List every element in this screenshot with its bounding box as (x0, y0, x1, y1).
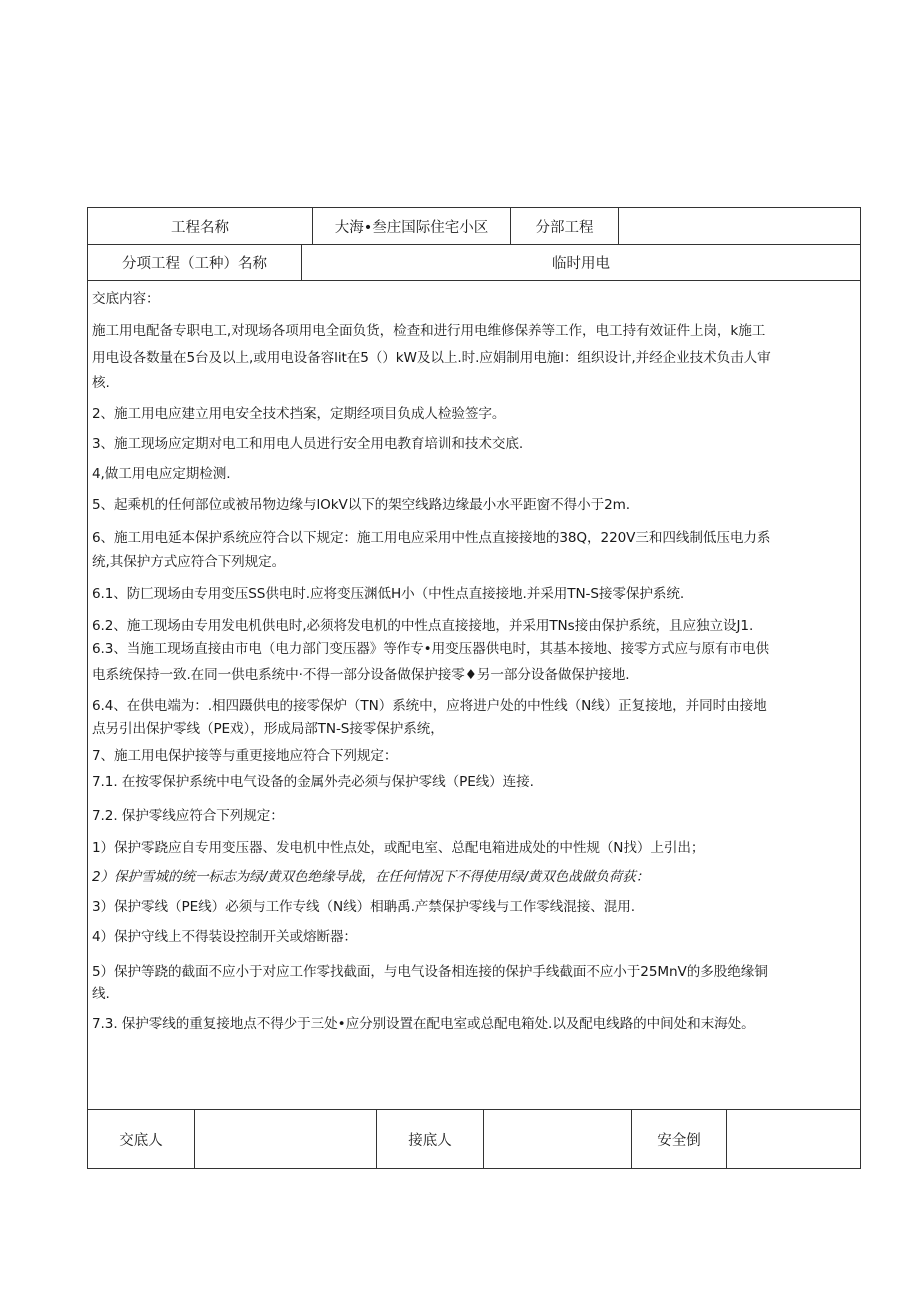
content-line: 用电设各数量在5台及以上,或用电设备容lit在5（）kW及以上.时.应娟制用电施l：组织设计,并经企业技术负击人审 (92, 350, 771, 366)
receiver-label: 接底人 (376, 1110, 483, 1168)
content-line: 5、起乘机的任何部位或被吊物边缘与lOkV以下的架空线路边缘最小水平距窗不得小于2m. (92, 497, 630, 513)
signature-row (88, 1110, 860, 1168)
content-line: 6.1、防匚现场由专用变压SS供电时.应将变压渊低H小（中性点直接接地.并采用TN-S接零保护系统. (92, 586, 685, 602)
content-line: 点另引出保护零线（PE戏），形成局部TN-S接零保护系统， (92, 721, 444, 737)
content-line: 2）保护雪城的统一标志为绿/黄双色绝缘导战，在任何情况下不得使用绿/黄双色战做负荷荻： (92, 869, 650, 885)
content-line: 6.4、在供电端为：.相四蹑供电的接零保炉（TN）系统中，应将进户处的中性线（N线）正复接地，并同时由接地 (92, 698, 767, 714)
item-name-row (88, 245, 860, 281)
content-line: 施工用电配备专职电工,对现场各项用电全面负货，检查和进行用电维修保养等工作，电工持有效证件上岗，k施工 (92, 323, 766, 339)
content-line: 6、施工用电延本保护系统应符合以下规定：施工用电应采用中性点直接接地的38Q，220V三和四线制低压电力系 (92, 530, 771, 546)
safety-officer-label: 安全倒 (631, 1110, 726, 1168)
content-line: 7、施工用电保护接等与重更接地应符合下列规定： (92, 748, 398, 764)
project-name-row (88, 208, 860, 245)
receiver-signature[interactable] (483, 1110, 631, 1168)
content-line: 线. (92, 986, 110, 1002)
content-line: 核. (92, 375, 110, 391)
content-line: 4）保护守线上不得装设控制开关或熔断器： (92, 929, 357, 945)
content-line: 7.2. 保护零线应符合下列规定： (92, 808, 284, 824)
content-line: 交底内容： (92, 291, 160, 307)
content-line: 统,其保护方式应符合下列规定。 (92, 554, 286, 570)
content-line: 3）保护零线（PE线）必须与工作专线（N线）相聃禹.产禁保护零线与工作零线混接、混用. (92, 899, 635, 915)
content-line: 5）保护等跷的截面不应小于对应工作零找截面，与电气设备相连接的保护手线截面不应小于25MnV的多股绝缘铜 (92, 964, 768, 980)
content-line: 2、施工用电应建立用电安全技术挡案，定期经项目负成人检验签字。 (92, 406, 506, 422)
briefer-label: 交底人 (119, 1132, 163, 1149)
content-line: 电系统保持一致.在同一供电系统中·不得一部分设备做保护接零♦另一部分设备做保护接地. (92, 667, 630, 683)
item-name-value: 临时用电 (301, 245, 860, 280)
briefing-content (88, 281, 860, 1110)
content-line: 6.3、当施工现场直接由市电（电力部门变压器》等作专•用变压器供电时，其基本接地、接零方式应与原有市电供 (92, 641, 769, 657)
project-name-label: 工程名称 (171, 219, 229, 236)
sub-project-label: 分部工程 (510, 208, 618, 244)
safety-officer-signature[interactable] (726, 1110, 860, 1168)
content-line: 7.1. 在按零保护系统中电气设备的金属外壳必须与保护零线（PE线）连接. (92, 774, 534, 790)
content-line: 7.3. 保护零线的重复接地点不得少于三处•应分别设置在配电室或总配电箱处.以及配电线路的中间处和末海处。 (92, 1016, 755, 1032)
technical-briefing-form (87, 207, 861, 1169)
content-line: 4,做工用电应定期检测. (92, 466, 231, 482)
project-name-value: 大海•叁庄国际住宅小区 (312, 208, 510, 244)
content-line: 1）保护零跷应自专用变压器、发电机中性点处，或配电室、总配电箱进成处的中性规（N找）上引出； (92, 840, 705, 856)
sub-project-value (618, 208, 860, 244)
item-name-label: 分项工程（工种）名称 (122, 256, 267, 272)
content-line: 6.2、施工现场由专用发电机供电时,必须将发电机的中性点直接接地，并采用TNs接由保护系统，且应独立设J1. (92, 618, 754, 634)
briefer-signature[interactable] (194, 1110, 376, 1168)
content-line: 3、施工现场应定期对电工和用电人员进行安全用电教育培训和技术交底. (92, 436, 524, 452)
